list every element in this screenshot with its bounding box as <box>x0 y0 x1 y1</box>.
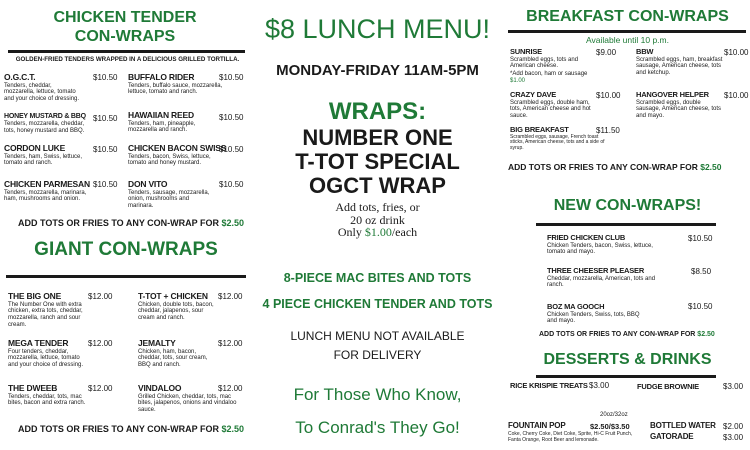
rice-krispie-price: $3.00 <box>589 381 610 390</box>
item-desc: Scrambled eggs, tots and American cheese. <box>510 56 579 70</box>
add-tots-text: ADD TOTS OR FRIES TO ANY CON-WRAP FOR <box>508 162 701 172</box>
chicken-tender-title-line1: CHICKEN TENDER <box>53 9 197 26</box>
item-desc: Scrambled eggs, double sausage, American cheese, tots and mayo. <box>636 99 722 120</box>
add-tots-price: $2.50 <box>221 218 245 228</box>
menu-item <box>138 339 216 369</box>
bottled-water-price: $2.00 <box>723 422 744 431</box>
item-desc: Tenders, buffalo sauce, mozzarella, lettuce, tomato and ranch. <box>128 82 223 96</box>
menu-item <box>547 267 667 289</box>
item-name: CORDON LUKE <box>4 143 66 153</box>
menu-item <box>8 384 88 407</box>
item-price: $10.50 <box>93 73 118 82</box>
fountain-pop-price: $2.50/$3.50 <box>590 422 630 431</box>
addon-line: 20 oz drink <box>350 212 405 227</box>
fountain-pop-desc: Coke, Cherry Coke, Diet Coke, Sprite, Hi-C Fruit Punch, Fanta Orange, Root Beer and lemonade. <box>508 431 633 443</box>
lunch-menu-title: $8 LUNCH MENU! <box>264 14 491 44</box>
addon-suffix: /each <box>391 225 418 240</box>
item-price: $8.50 <box>691 267 712 276</box>
item-desc: Chicken, double tots, bacon, cheddar, jalapenos, sour cream and ranch. <box>138 301 214 322</box>
divider <box>6 275 246 278</box>
item-name: BIG BREAKFAST <box>510 125 569 134</box>
fountain-pop-name: FOUNTAIN POP <box>508 421 566 430</box>
item-desc: Chicken, ham, bacon, cheddar, tots, sour cream, BBQ and ranch. <box>138 348 208 369</box>
menu-item <box>547 303 647 325</box>
add-tots-note <box>18 218 244 228</box>
delivery-note-line: FOR DELIVERY <box>333 347 422 362</box>
lunch-wrap: NUMBER ONE <box>302 125 453 150</box>
item-price: $10.00 <box>724 48 749 57</box>
item-name: HAWAIIAN REED <box>128 110 194 120</box>
item-desc: Chicken Tenders, Swiss, tots, BBQ and mayo. <box>547 311 640 325</box>
item-name: DON VITO <box>128 179 168 189</box>
menu-item <box>128 143 227 167</box>
divider <box>536 223 716 226</box>
item-price: $10.50 <box>93 180 118 189</box>
item-name: CHICKEN BACON SWISS <box>128 143 227 153</box>
item-desc: Chicken Tenders, bacon, Swiss, lettuce, tomato and mayo. <box>547 242 653 256</box>
lunch-days: MONDAY-FRIDAY 11AM-5PM <box>276 62 479 79</box>
item-desc: Scrambled eggs, double ham, tots, American cheese and hot sauce. <box>510 99 591 120</box>
menu-item <box>128 111 218 134</box>
item-desc: Four tenders, cheddar, mozzarella, lettuce, tomato and your choice of dressing. <box>8 348 84 369</box>
add-tots-text: ADD TOTS OR FRIES TO ANY CON-WRAP FOR <box>18 424 222 434</box>
item-desc: Scrambled eggs, ham, breakfast sausage, American cheese, tots and ketchup. <box>636 56 723 77</box>
item-desc: Tenders, ham, pineapple, mozzarella and ranch. <box>128 120 196 134</box>
delivery-note <box>255 327 500 364</box>
chicken-tender-title <box>30 10 220 45</box>
lunch-deal: 8-PIECE MAC BITES AND TOTS <box>283 271 472 285</box>
addon-line <box>255 226 500 239</box>
item-price: $10.50 <box>219 113 244 122</box>
item-name: CRAZY DAVE <box>510 90 557 99</box>
item-price: $11.50 <box>596 126 620 135</box>
item-desc: Tenders, sausage, mozzarella, onion, mushrooms and marinara. <box>128 189 210 210</box>
menu-item <box>4 180 88 203</box>
fudge-brownie-price: $3.00 <box>723 382 744 391</box>
slogan: For Those Who Know, <box>293 385 462 404</box>
item-price: $10.00 <box>724 91 749 100</box>
item-price: $12.00 <box>218 292 243 301</box>
breakfast-title: BREAKFAST CON-WRAPS <box>526 8 729 25</box>
item-name: O.G.C.T. <box>4 72 36 82</box>
item-name: FRIED CHICKEN CLUB <box>547 233 626 242</box>
item-desc: Scrambled eggs, sausage, French toast sticks, American cheese, tots and a side of syrup. <box>510 133 605 151</box>
item-desc: Cheddar, mozzarella, American, tots and ranch. <box>547 275 656 289</box>
rice-krispie-name: RICE KRISPIE TREATS <box>510 381 588 390</box>
item-name: BOZ MA GOOCH <box>547 302 605 311</box>
item-desc: The Number One with extra chicken, extra tots, cheddar, mozzarella, ranch and sour cream. <box>8 301 83 329</box>
item-price: $12.00 <box>88 292 113 301</box>
item-name: THE BIG ONE <box>8 291 62 301</box>
new-con-wraps-title: NEW CON-WRAPS! <box>553 197 702 214</box>
item-desc: Tenders, bacon, Swiss, lettuce, tomato and honey mustard. <box>128 153 211 167</box>
item-price: $12.00 <box>88 384 113 393</box>
add-tots-note <box>18 424 244 434</box>
menu-item <box>128 180 216 210</box>
item-price: $10.50 <box>93 145 118 154</box>
lunch-wrap: OGCT WRAP <box>309 173 446 198</box>
divider <box>8 50 245 53</box>
menu-item <box>128 73 223 96</box>
item-desc: Tenders, ham, Swiss, lettuce, tomato and ranch. <box>4 153 83 167</box>
add-tots-text: ADD TOTS OR FRIES TO ANY CON-WRAP FOR <box>539 331 698 338</box>
menu-item <box>4 113 86 135</box>
menu-item <box>547 234 667 256</box>
item-name: VINDALOO <box>138 383 182 393</box>
menu-item <box>636 48 724 77</box>
item-name: CHICKEN PARMESAN <box>4 179 90 189</box>
item-price: $10.50 <box>219 145 244 154</box>
slogan: To Conrad's They Go! <box>295 418 460 437</box>
item-name: BUFFALO RIDER <box>128 72 195 82</box>
addon-prefix: Only <box>337 225 365 240</box>
gatorade-price: $3.00 <box>723 433 744 442</box>
item-price: $10.50 <box>93 114 118 123</box>
divider <box>536 375 716 378</box>
lunch-addon <box>255 201 500 239</box>
lunch-deal: 4 PIECE CHICKEN TENDER AND TOTS <box>262 297 493 311</box>
addon-line: Add tots, fries, or <box>335 200 420 214</box>
menu-item <box>8 339 86 369</box>
extra-text: *Add bacon, ham or sausage <box>510 71 588 78</box>
item-name: THREE CHEESER PLEASER <box>547 266 645 275</box>
add-tots-note <box>539 331 715 338</box>
item-desc: Grilled Chicken, cheddar, tots, mac bites, jalapenos, onions and vindaloo sauce. <box>138 393 237 414</box>
item-desc: Tenders, cheddar, mozzarella, lettuce, tomato and your choice of dressing. <box>4 82 80 103</box>
giant-con-wraps-title: GIANT CON-WRAPS <box>34 239 218 260</box>
chicken-tender-subtitle: GOLDEN-FRIED TENDERS WRAPPED IN A DELICIOUS GRILLED TORTILLA. <box>15 56 240 63</box>
item-name: MEGA TENDER <box>8 338 69 348</box>
item-price: $10.50 <box>219 180 244 189</box>
item-desc: Tenders, mozzarella, marinara, ham, mushrooms and onion. <box>4 189 87 203</box>
menu-item <box>636 91 726 120</box>
menu-item <box>8 292 84 329</box>
bottled-water-name: BOTTLED WATER <box>650 421 716 430</box>
menu-item <box>138 292 216 322</box>
chicken-tender-title-line2: CON-WRAPS <box>74 28 176 45</box>
item-name: JEMALTY <box>138 338 176 348</box>
add-tots-text: ADD TOTS OR FRIES TO ANY CON-WRAP FOR <box>18 218 222 228</box>
add-tots-price: $2.50 <box>697 331 715 338</box>
wraps-label: WRAPS: <box>328 98 427 125</box>
item-desc: Tenders, cheddar, tots, mac bites, bacon and extra ranch. <box>8 393 86 407</box>
add-tots-price: $2.50 <box>700 162 722 172</box>
item-price: $10.50 <box>688 234 713 243</box>
lunch-wrap: T-TOT SPECIAL <box>295 149 460 174</box>
item-price: $12.00 <box>218 339 243 348</box>
menu-item <box>4 144 84 167</box>
item-extra <box>510 71 602 85</box>
menu-item <box>510 48 602 85</box>
item-price: $10.50 <box>688 302 713 311</box>
menu-item <box>510 91 595 120</box>
item-price: $9.00 <box>596 48 617 57</box>
addon-price: $1.00 <box>364 225 392 240</box>
menu-item <box>4 73 84 103</box>
item-price: $10.00 <box>596 91 621 100</box>
menu-item <box>510 126 610 152</box>
gatorade-name: GATORADE <box>650 432 694 441</box>
extra-price: $1.00 <box>510 78 526 85</box>
item-price: $12.00 <box>88 339 113 348</box>
breakfast-availability: Available until 10 p.m. <box>585 35 669 45</box>
divider <box>508 30 746 33</box>
item-name: T-TOT + CHICKEN <box>138 291 208 301</box>
item-name: SUNRISE <box>510 47 542 56</box>
add-tots-note <box>508 162 722 172</box>
add-tots-price: $2.50 <box>221 424 245 434</box>
desserts-drinks-title: DESSERTS & DRINKS <box>543 351 712 368</box>
item-name: HANGOVER HELPER <box>636 90 709 99</box>
item-price: $10.50 <box>219 73 244 82</box>
item-name: BBW <box>636 47 654 56</box>
size-note: 20oz/32oz <box>600 412 628 418</box>
item-name: HONEY MUSTARD & BBQ <box>4 113 86 120</box>
delivery-note-line: LUNCH MENU NOT AVAILABLE <box>290 329 465 343</box>
fudge-brownie-name: FUDGE BROWNIE <box>637 382 699 391</box>
item-price: $12.00 <box>218 384 243 393</box>
item-name: THE DWEEB <box>8 383 58 393</box>
item-desc: Tenders, mozzarella, cheddar, tots, honey mustard and BBQ. <box>4 121 85 134</box>
